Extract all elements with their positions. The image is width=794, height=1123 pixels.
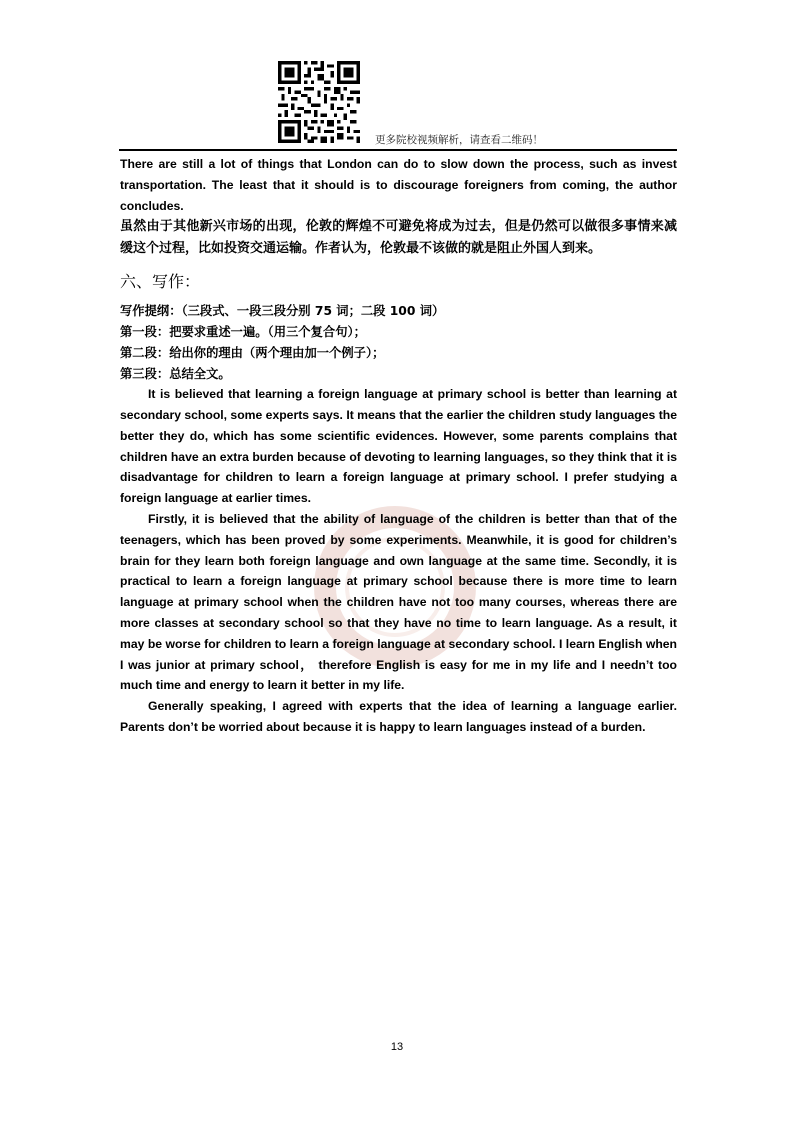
intro-paragraph-english: There are still a lot of things that London can do to slow down the process, such as invest transportation. The least that it should is to discourage foreigners from coming, the author concludes. bbox=[120, 157, 677, 213]
header-divider bbox=[119, 149, 677, 151]
document-body bbox=[120, 154, 677, 738]
outline-line: 第一段：把要求重述一遍。（用三个复合句）； bbox=[120, 325, 366, 340]
essay-paragraph: Firstly, it is believed that the ability of language of the children is better than that of the teenagers, which has been proved by some experiments. Meanwhile, it is good for children’s brain for they learn both foreign language and own language at the same time. Secondly, it is practical to learn a foreign language at primary school because there is more time to learn language at primary school when the children have not too many courses, whereas there are more classes at secondary school so that they have no time to learn language. As a result, it may be worse for children to learn a foreign language at secondary school. I learn English when I was junior at primary school， therefore English is easy for me in my life and I needn’t too much time and energy to learn it better in my life. bbox=[120, 511, 677, 693]
outline-line: 第三段：总结全文。 bbox=[120, 366, 231, 381]
outline-line: 写作提纲：（三段式、一段三段分别 75 词；二段 100 词） bbox=[120, 304, 445, 319]
essay-paragraph: Generally speaking, I agreed with experts that the idea of learning a language earlier. Parents don’t be worried about because it is happy to learn languages instead of a burden. bbox=[120, 699, 677, 734]
qr-code bbox=[278, 61, 360, 143]
section-title: 六、写作： bbox=[120, 272, 201, 292]
essay-paragraph: It is believed that learning a foreign language at primary school is better than learning at secondary school, some experts says. It means that the earlier the children study languages the better they do, which has some scientific evidences. However, some parents complains that children have an extra burden because of devoting to learning languages, so they think that it is disadvantage for children to learn a foreign language at primary school. I prefer studying a foreign language at earlier times. bbox=[120, 387, 677, 506]
intro-paragraph-chinese: 虽然由于其他新兴市场的出现，伦敦的辉煌不可避免将成为过去，但是仍然可以做很多事情来减缓这个过程，比如投资交通运输。作者认为，伦敦最不该做的就是阻止外国人到来。 bbox=[120, 219, 677, 256]
outline-line: 第二段：给出你的理由（两个理由加一个例子）； bbox=[120, 345, 385, 360]
qr-caption: 更多院校视频解析，请查看二维码！ bbox=[375, 134, 543, 146]
page-number: 13 bbox=[390, 1041, 404, 1053]
